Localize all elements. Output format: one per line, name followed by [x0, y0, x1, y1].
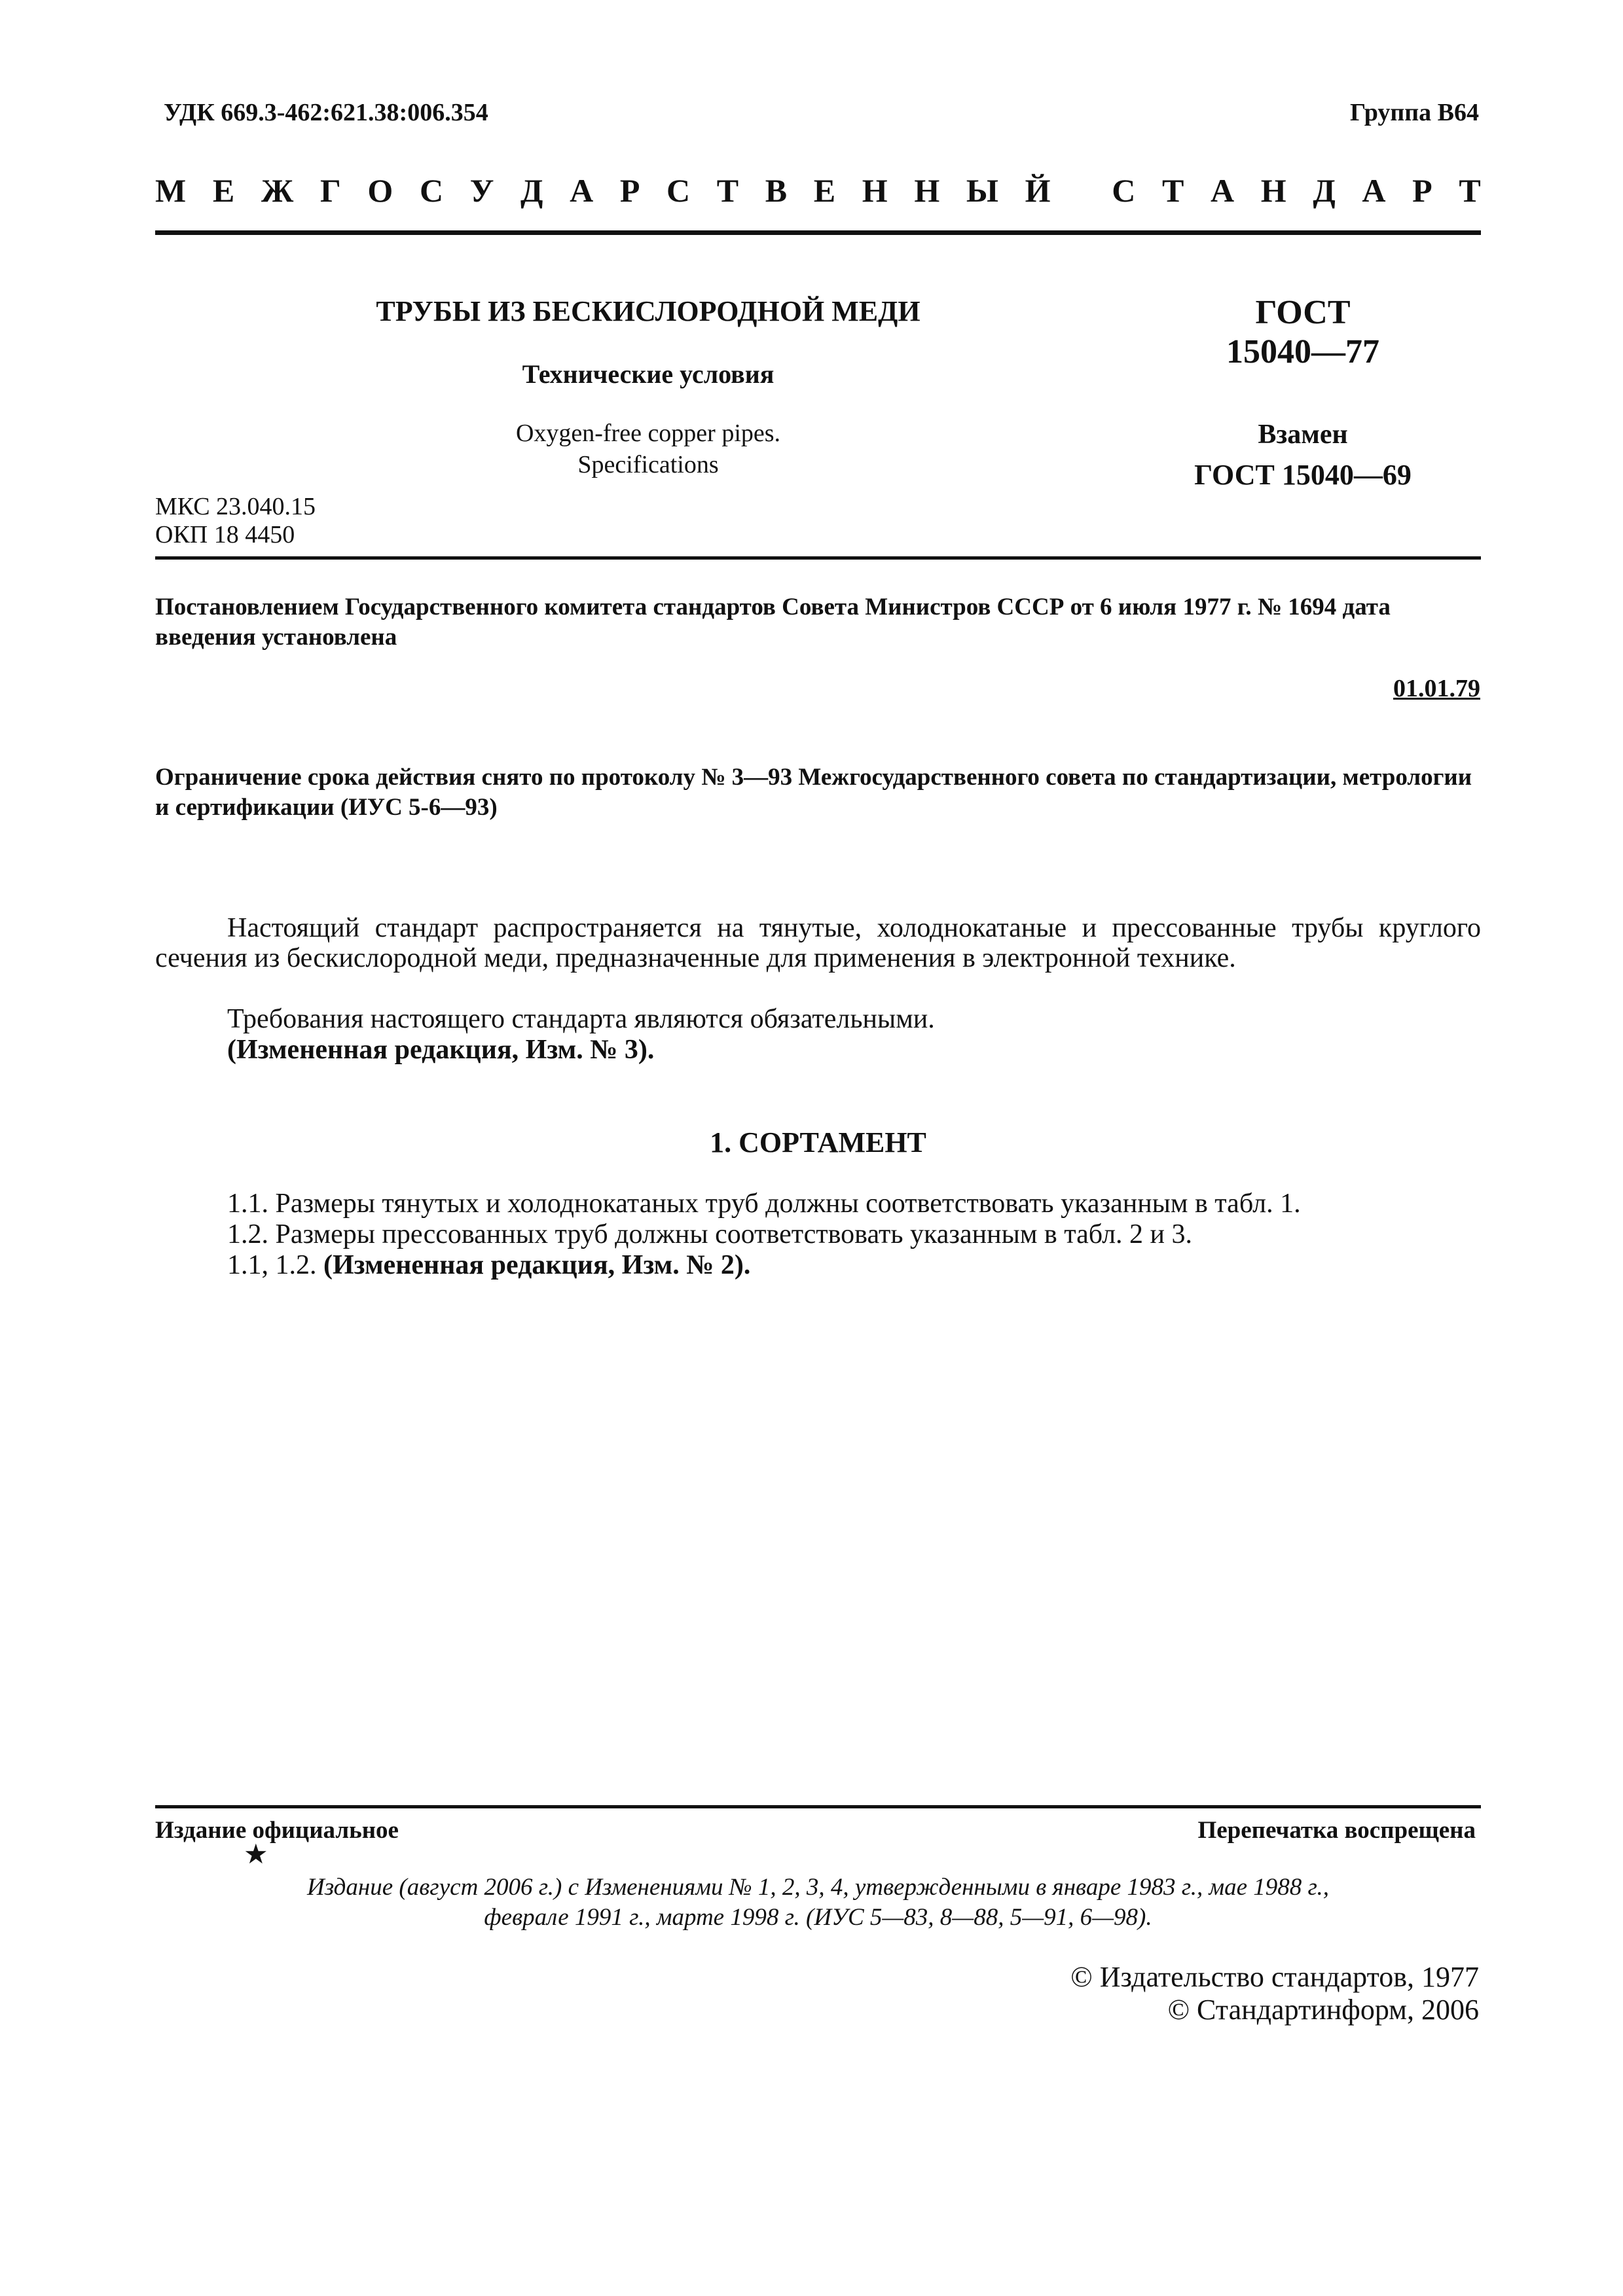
- banner-letter: Н: [914, 172, 940, 209]
- gost-label: ГОСТ: [1255, 294, 1351, 331]
- title-rule: [155, 556, 1481, 560]
- banner-letter: А: [1362, 172, 1386, 209]
- footer-rule: [155, 1805, 1481, 1808]
- banner-letter: Й: [1025, 172, 1051, 209]
- udk-code: УДК 669.3-462:621.38:006.354: [164, 99, 488, 126]
- clause-amendment-text: (Измененная редакция, Изм. № 2).: [323, 1250, 751, 1280]
- clause-1-2: 1.2. Размеры прессованных труб должны соответствовать указанным в табл. 2 и 3.: [227, 1219, 1192, 1249]
- document-subtitle: Технические условия: [522, 359, 775, 389]
- banner-letter: Т: [1459, 172, 1481, 209]
- group-code: Группа В64: [1349, 99, 1479, 126]
- banner-letter: Т: [716, 172, 739, 209]
- limitation-note: Ограничение срока действия снято по протоколу № 3—93 Межгосударственного совета по стандартизации, метрологии и сертификации (ИУС 5-6—93): [155, 764, 1472, 821]
- banner-letter: В: [765, 172, 788, 209]
- replaces-value: ГОСТ 15040—69: [1194, 459, 1412, 491]
- reprint-prohibited: Перепечатка воспрещена: [1197, 1817, 1476, 1844]
- copyright-1977: © Издательство стандартов, 1977: [1070, 1961, 1479, 1993]
- banner-letter: Н: [862, 172, 888, 209]
- edition-note-line2: феврале 1991 г., марте 1998 г. (ИУС 5—83, 8—88, 5—91, 6—98).: [484, 1904, 1152, 1931]
- mks-code: МКС 23.040.15: [155, 493, 316, 520]
- banner-letter: Ж: [261, 172, 294, 209]
- requirements-note: Требования настоящего стандарта являются обязательными.: [227, 1004, 935, 1034]
- introduction-date: 01.01.79: [1393, 675, 1480, 702]
- banner-letter: [1077, 171, 1085, 209]
- banner-letter: С: [419, 172, 444, 209]
- banner-letter: А: [570, 172, 594, 209]
- banner-letter: О: [367, 172, 393, 209]
- banner-letter: Е: [212, 172, 235, 209]
- top-rule: [155, 230, 1481, 235]
- okp-code: ОКП 18 4450: [155, 521, 295, 548]
- banner-letter: Д: [520, 172, 543, 209]
- banner-letter: Т: [1162, 172, 1184, 209]
- document-title: ТРУБЫ ИЗ БЕСКИСЛОРОДНОЙ МЕДИ: [376, 295, 921, 327]
- clause-ref: 1.1, 1.2.: [227, 1250, 317, 1280]
- gost-number: 15040—77: [1226, 333, 1379, 370]
- clause-1-1: 1.1. Размеры тянутых и холоднокатаных труб должны соответствовать указанным в табл. 1.: [227, 1189, 1301, 1219]
- decree-text: Постановлением Государственного комитета стандартов Совета Министров СССР от 6 июля 1977 г. № 1694 дата введения установлена: [155, 594, 1391, 651]
- scope-paragraph: Настоящий стандарт распространяется на тянутые, холоднокатаные и прессованные трубы круглого сечения из бескислородной меди, предназначенные для применения в электронной технике.: [155, 913, 1481, 973]
- standard-banner: [155, 171, 1481, 209]
- official-edition: Издание официальное: [155, 1817, 399, 1844]
- banner-letter: Е: [813, 172, 836, 209]
- clause-amendment: [227, 1249, 750, 1281]
- edition-note-line1: Издание (август 2006 г.) с Изменениями № 1, 2, 3, 4, утвержденными в январе 1983 г., мае 1988 г.,: [307, 1874, 1329, 1901]
- section-heading: 1. СОРТАМЕНТ: [710, 1126, 926, 1158]
- copyright-2006: © Стандартинформ, 2006: [1167, 1994, 1479, 2026]
- english-title-line1: Oxygen-free copper pipes.: [515, 420, 781, 447]
- banner-letter: У: [469, 172, 494, 209]
- banner-letter: М: [155, 172, 187, 209]
- banner-letter: Ы: [966, 172, 998, 209]
- banner-letter: С: [1112, 172, 1136, 209]
- banner-letter: С: [666, 172, 691, 209]
- english-title-line2: Specifications: [577, 451, 719, 478]
- banner-letter: Р: [1412, 172, 1432, 209]
- banner-letter: Р: [619, 172, 640, 209]
- star-icon: ★: [244, 1840, 268, 1870]
- banner-letter: А: [1211, 172, 1235, 209]
- banner-letter: Н: [1260, 172, 1286, 209]
- banner-letter: Д: [1313, 172, 1336, 209]
- replaces-label: Взамен: [1258, 420, 1348, 450]
- banner-letter: Г: [319, 172, 341, 209]
- amendment-note: (Измененная редакция, Изм. № 3).: [227, 1035, 655, 1065]
